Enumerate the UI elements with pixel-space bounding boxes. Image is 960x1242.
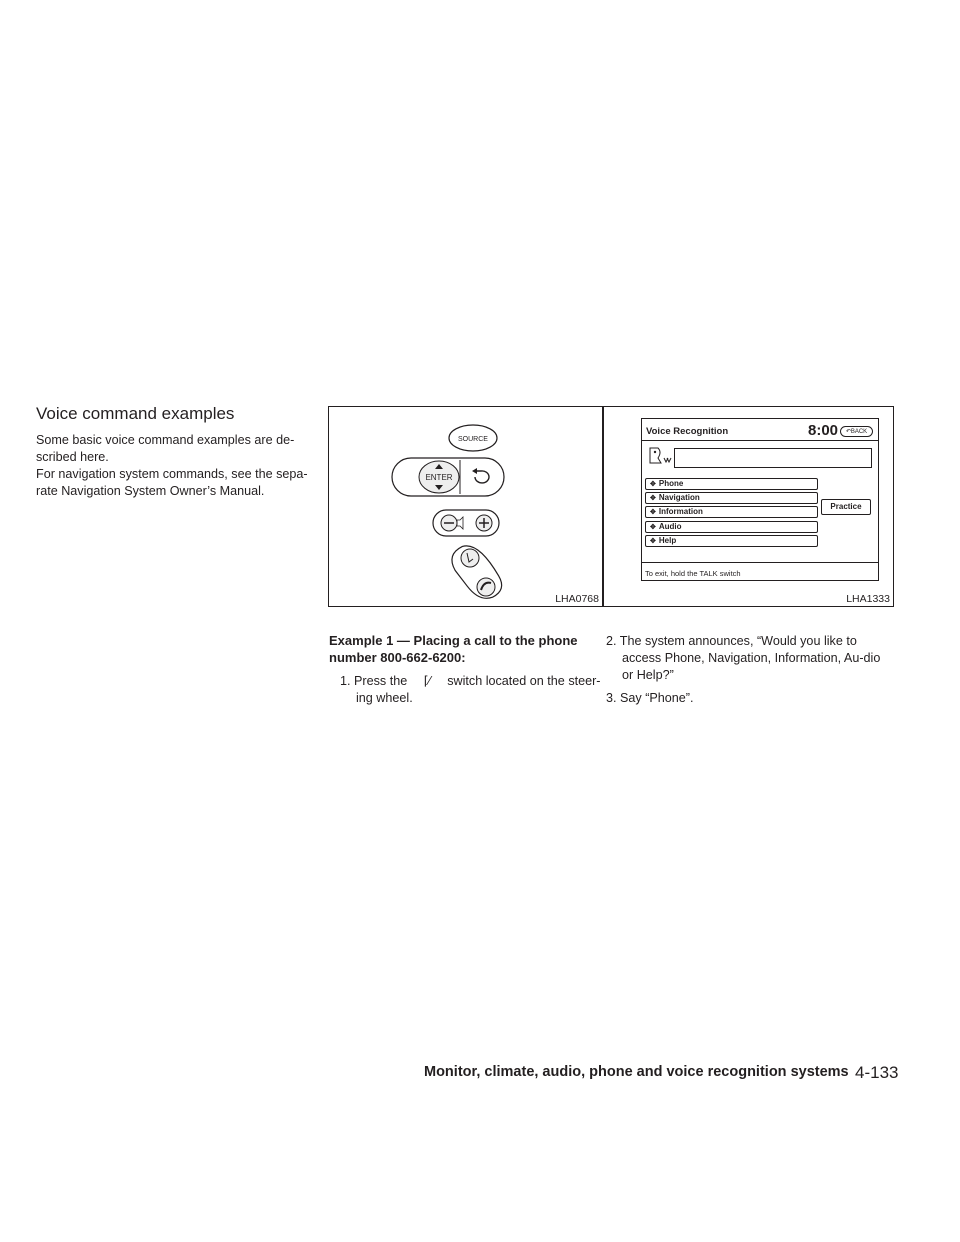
back-button[interactable] [840,426,873,437]
voice-icon: ✥ [650,509,656,516]
step-3: 3. Say “Phone”. [606,691,694,705]
voice-icon: ✥ [650,538,656,545]
footer-section-name: Monitor, climate, audio, phone and voice recognition systems [424,1064,849,1080]
back-icon: ↶ [845,429,851,435]
figure-code: LHA1333 [846,593,890,605]
back-label: BACK [850,429,868,435]
menu-item-audio[interactable]: ✥ Audio [645,521,818,533]
clock-time: 8:00 [808,422,839,439]
menu-item-phone[interactable]: ✥ Phone [645,478,818,490]
navigation-note-paragraph: For navigation system commands, see the sepa-rate Navigation System Owner’s Manual. [36,467,308,498]
page-number: 4-133 [855,1063,899,1082]
section-title: Voice command examples [36,404,235,423]
exit-instruction: To exit, hold the TALK switch [645,569,741,578]
talk-switch-icon: ⌈⁄ [423,674,431,688]
voice-prompt-icon [648,446,674,468]
voice-icon: ✥ [650,481,656,488]
voice-recognition-screen [641,418,879,581]
example-title: Example 1 — Placing a call to the phone number 800-662-6200: [329,633,578,665]
enter-button-label: ENTER [425,473,453,482]
menu-item-information[interactable]: ✥ Information [645,506,818,518]
steering-switch-illustration [329,407,602,606]
figure-code: LHA0768 [555,593,599,605]
steering-switch-figure [328,406,603,607]
intro-paragraph: Some basic voice command examples are de-scribed here. [36,433,295,464]
voice-icon: ✥ [650,495,656,502]
menu-item-help[interactable]: ✥ Help [645,535,818,547]
step-2: 2. The system announces, “Would you like to access Phone, Navigation, Information, Au-dio or Help?” [606,634,881,682]
step-1-suffix: switch located on the steer- [447,674,601,688]
step-1-continuation: ing wheel. [356,691,413,705]
practice-button[interactable]: Practice [821,499,871,515]
recognition-text-box [674,448,872,468]
screen-title: Voice Recognition [646,426,729,437]
step-1-prefix: 1. Press the [340,674,408,688]
source-button-label: SOURCE [458,436,488,443]
step-1 [340,673,602,707]
voice-icon: ✥ [650,524,656,531]
menu-item-navigation[interactable]: ✥ Navigation [645,492,818,504]
